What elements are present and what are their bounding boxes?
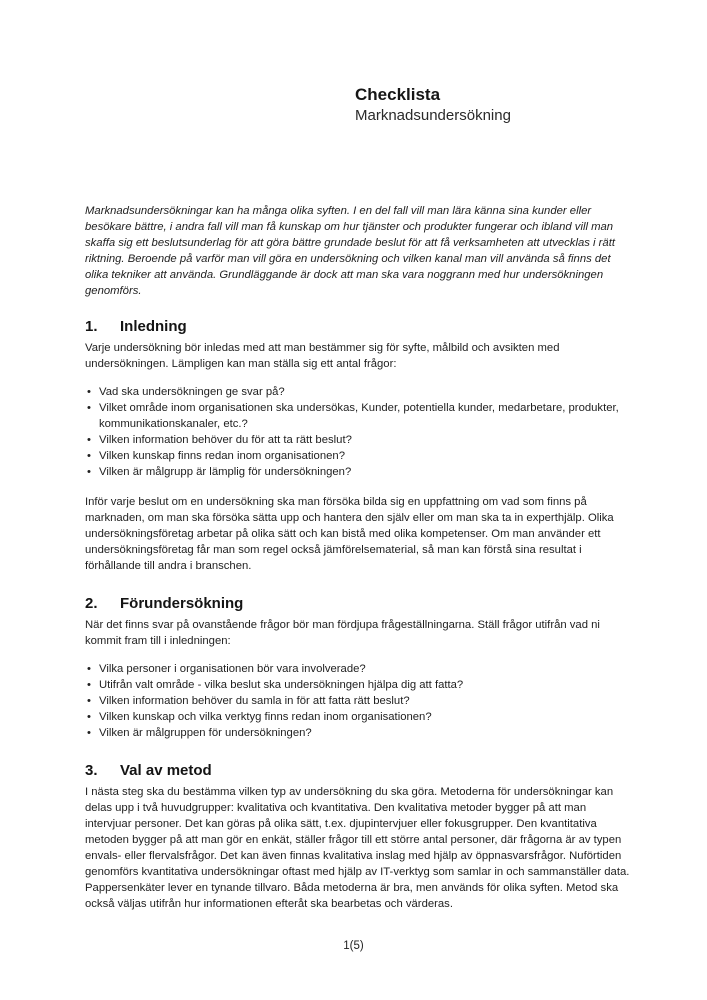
- page-number: 1(5): [343, 940, 364, 952]
- section-forundersokning: [85, 594, 630, 741]
- page-title: Checklista: [355, 85, 441, 104]
- section-val-av-metod: [85, 761, 630, 912]
- page-footer: [0, 938, 707, 954]
- bullet-item: • Utifrån valt område - vilka beslut ska undersökningen hjälpa dig att fatta?: [85, 677, 630, 693]
- title-block: [355, 84, 511, 125]
- section-number: 3.: [85, 762, 98, 779]
- section-heading: Förundersökning: [120, 595, 244, 612]
- bullet-list: [85, 384, 630, 480]
- intro-paragraph: Marknadsundersökningar kan ha många olika syften. I en del fall vill man lära känna sina kunder eller besökare bättre, i andra fall vill man få kunskap om hur tjänster och produkter fungerar och ibland vill man skaffa sig ett beslutsunderlag för att göra bättre grundade beslut för att få verksamheten att utvecklas i rätt riktning. Beroende på varför man vill göra en undersökning och vilken kanal man vill använda så finns det olika tekniker att använda. Grundläggande är dock att man ska vara noggrann med hur undersökningen genomförs.: [85, 205, 615, 297]
- page-subtitle: Marknadsundersökning: [355, 107, 511, 124]
- bullet-item: • Vilka personer i organisationen bör vara involverade?: [85, 661, 630, 677]
- bullet-item: • Vilken kunskap finns redan inom organisationen?: [85, 448, 630, 464]
- section-heading: Inledning: [120, 318, 187, 335]
- section-number: 2.: [85, 595, 98, 612]
- section-closing-paragraph: Inför varje beslut om en undersökning ska man försöka bilda sig en uppfattning om vad som finns på marknaden, om man ska försöka sätta upp och hantera den själv eller om man ska ta in experthjälp. Olika undersökningsföretag arbetar på olika sätt och kan bistå med olika kompetenser. Om man använder ett undersökningsföretag får man som regel också jämförelsematerial, så man kan förstå sina resultat i förhållande till andra i branschen.: [85, 496, 614, 572]
- section-heading-row: [85, 761, 630, 781]
- section-heading-row: [85, 317, 630, 337]
- document-body: [85, 203, 630, 912]
- bullet-item: • Vilken kunskap och vilka verktyg finns redan inom organisationen?: [85, 709, 630, 725]
- bullet-item: • Vilken information behöver du samla in för att fatta rätt beslut?: [85, 693, 630, 709]
- section-lead-paragraph: När det finns svar på ovanstående frågor bör man fördjupa frågeställningarna. Ställ frågor utifrån vad ni kommit fram till i inledningen:: [85, 619, 600, 647]
- section-heading: Val av metod: [120, 762, 212, 779]
- section-lead-paragraph: I nästa steg ska du bestämma vilken typ av undersökning du ska göra. Metoderna för undersökningar kan delas upp i två huvudgrupper: kvalitativa och kvantitativa. Den kvalitativa metoder bygger på att man intervjuar personer. Det kan göras på olika sätt, t.ex. djupintervjuer eller fokusgrupper. Den kvantitativa metoden bygger på att man gör en enkät, ställer frågor till ett större antal personer, där frågorna är av typen envals- eller flervalsfrågor. Det kan även finnas kvalitativa inslag med hjälp av öppnasvarsfrågor. Nuförtiden genomförs kvantitativa undersökningar oftast med hjälp av IT-verktyg som samlar in och sammanställer data. Pappersenkäter lever en tynande tillvaro. Båda metoderna är bra, men används för olika syften. Metod ska också väljas utifrån hur informationen efteråt ska bearbetas och värderas.: [85, 786, 630, 910]
- bullet-list: [85, 661, 630, 741]
- bullet-item: • Vilken är målgruppen för undersökningen?: [85, 725, 630, 741]
- bullet-item: • Vilken är målgrupp är lämplig för undersökningen?: [85, 464, 630, 480]
- bullet-item: • Vilket område inom organisationen ska undersökas, Kunder, potentiella kunder, medarbetare, produkter, kommunikationskanaler, etc.?: [85, 400, 630, 432]
- section-lead-paragraph: Varje undersökning bör inledas med att man bestämmer sig för syfte, målbild och avsikten med undersökningen. Lämpligen kan man ställa sig ett antal frågor:: [85, 342, 560, 370]
- bullet-item: • Vad ska undersökningen ge svar på?: [85, 384, 630, 400]
- bullet-item: • Vilken information behöver du för att ta rätt beslut?: [85, 432, 630, 448]
- section-heading-row: [85, 594, 630, 614]
- section-number: 1.: [85, 318, 98, 335]
- section-inledning: [85, 317, 630, 574]
